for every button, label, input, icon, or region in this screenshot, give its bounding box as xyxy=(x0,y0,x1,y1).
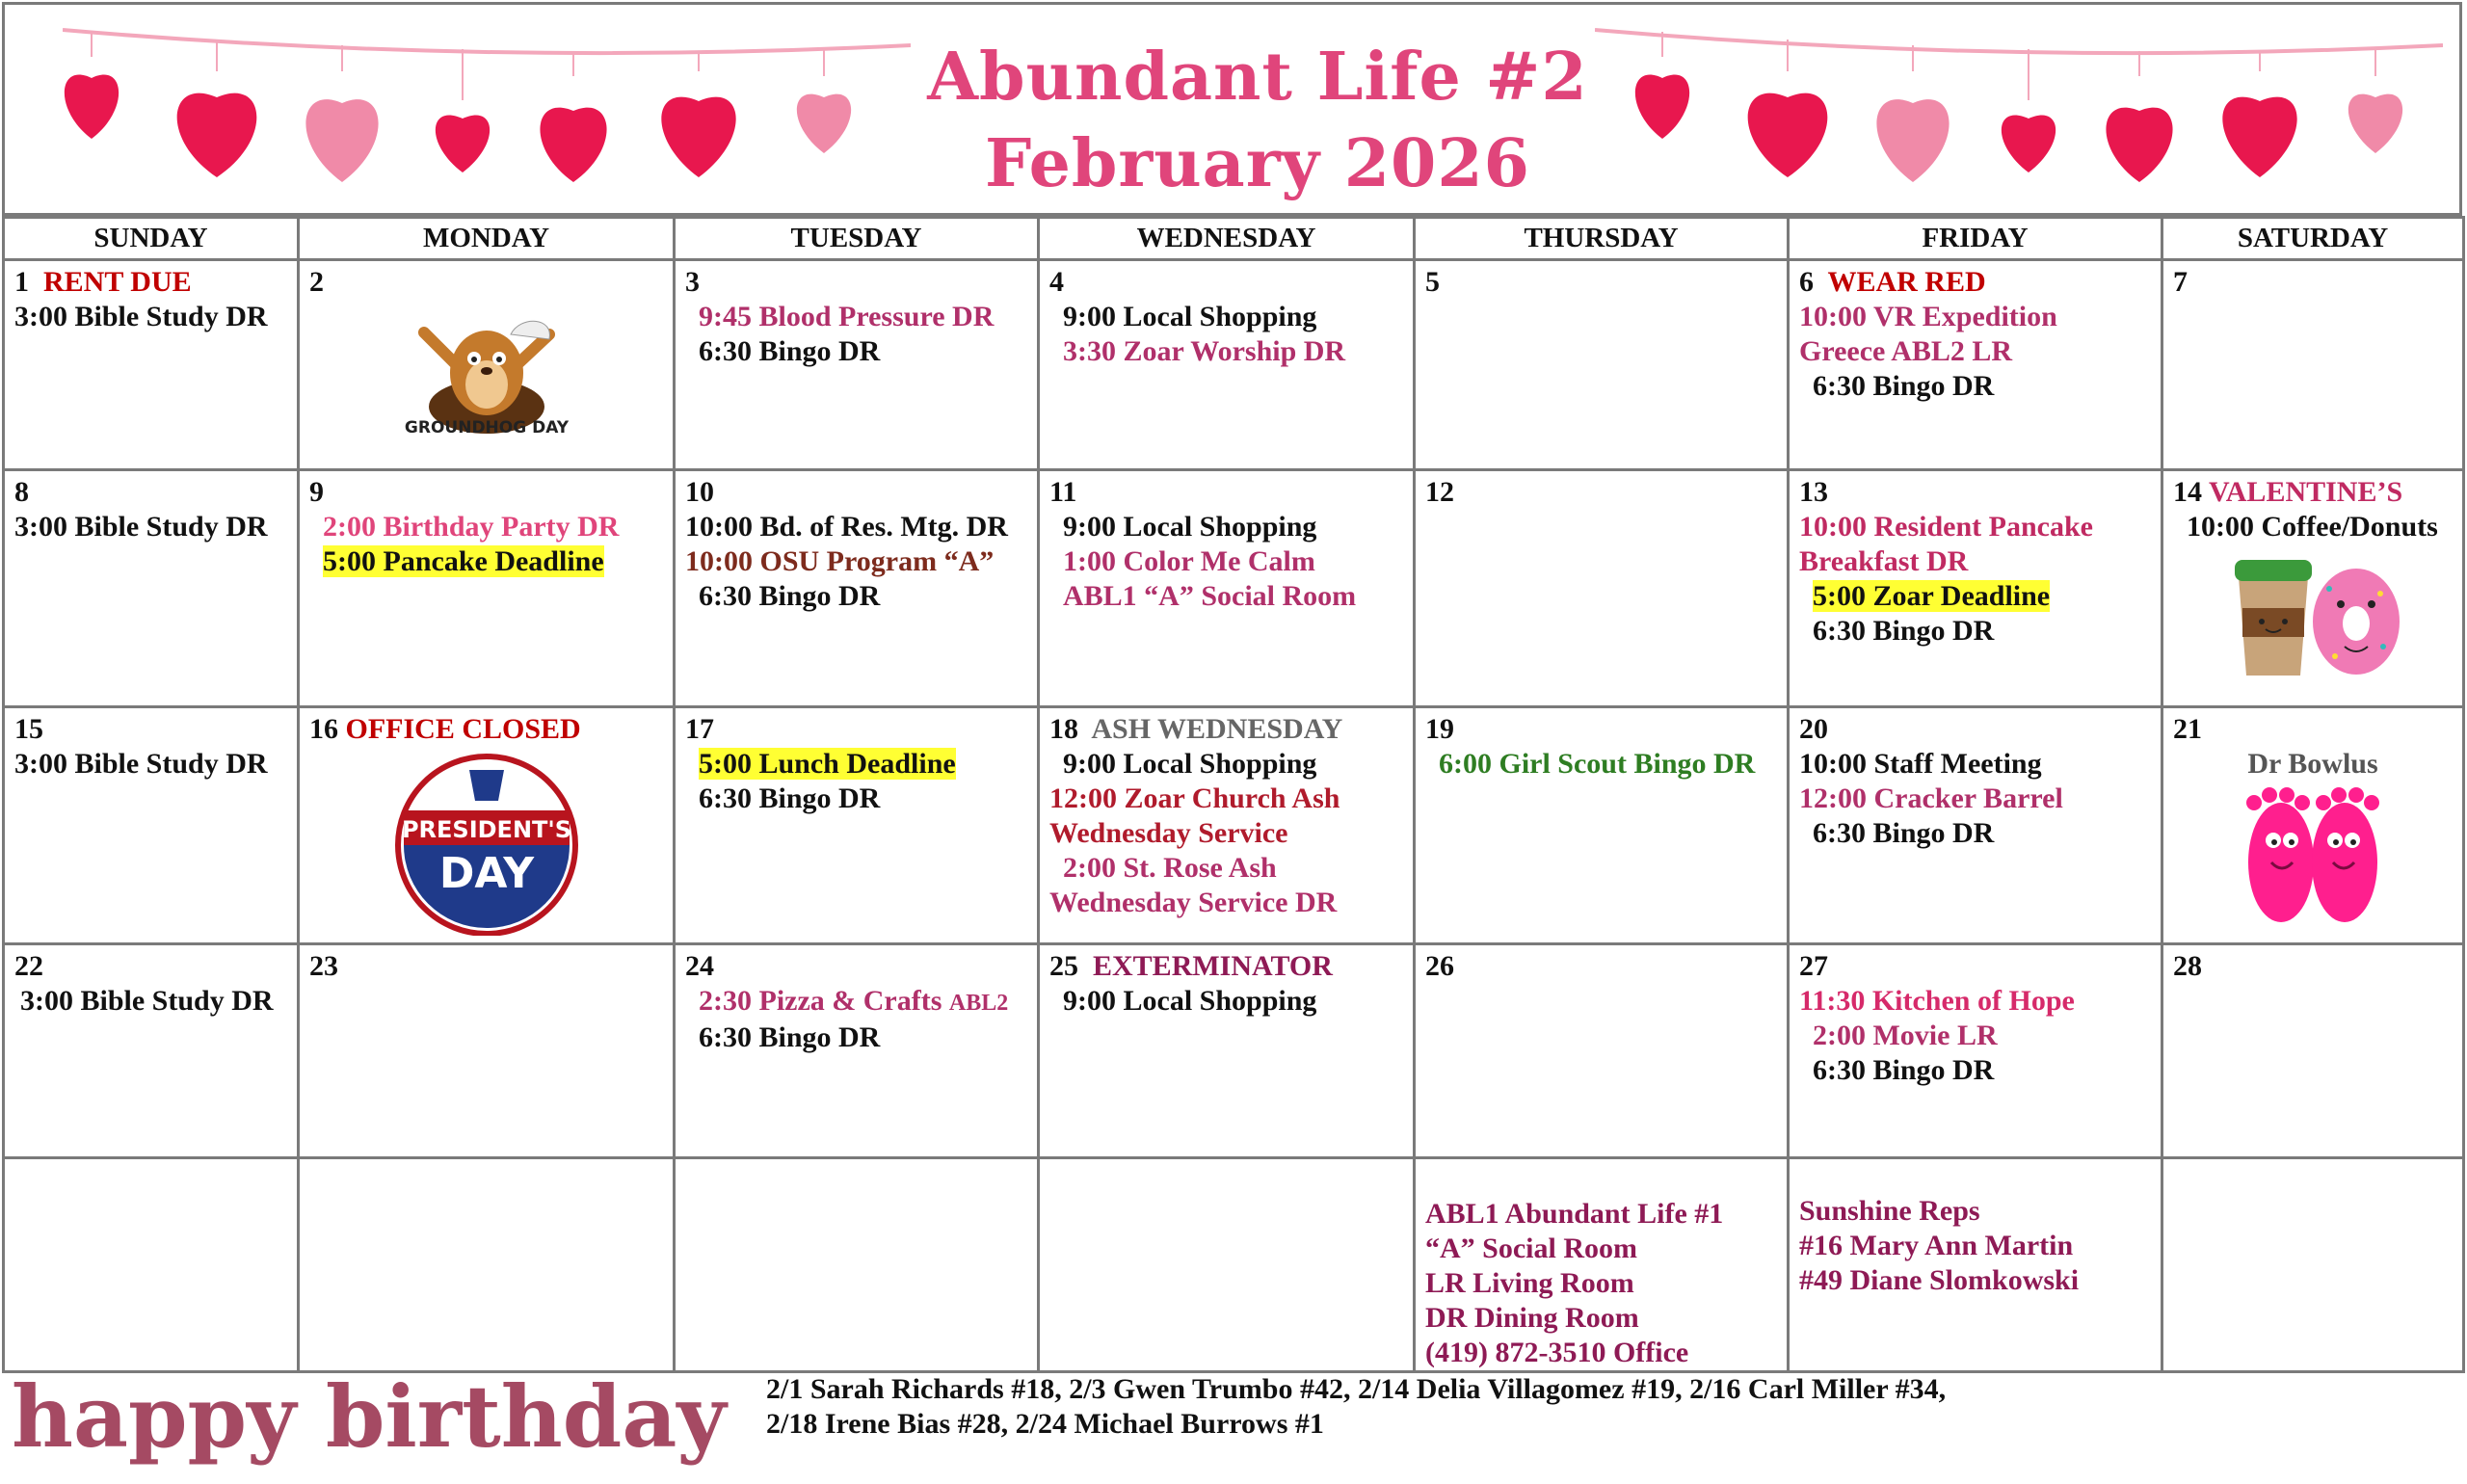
title-line-1: Abundant Life #2 xyxy=(927,39,1588,116)
event: 9:00 Local Shopping xyxy=(1063,301,1317,332)
event: 3:00 Bible Study DR xyxy=(14,748,268,780)
day-cell-10 xyxy=(675,470,1039,707)
day-cell-7 xyxy=(2162,260,2464,470)
day-cell-28 xyxy=(2162,944,2464,1158)
event-highlighted: 5:00 Zoar Deadline xyxy=(1813,580,2051,612)
day-cell-4 xyxy=(1039,260,1415,470)
week-row-3 xyxy=(4,707,2464,944)
presidents-day-label-2: DAY xyxy=(438,849,534,898)
event: 9:45 Blood Pressure DR xyxy=(699,301,995,332)
day-cell-5 xyxy=(1415,260,1789,470)
empty-cell xyxy=(299,1158,675,1372)
event: 1:00 Color Me Calm xyxy=(1063,545,1315,577)
event: 9:00 Local Shopping xyxy=(1063,985,1317,1017)
heart-garland-right-icon xyxy=(1595,18,2443,201)
day-cell-11 xyxy=(1039,470,1415,707)
event: 6:30 Bingo DR xyxy=(699,782,881,814)
weekday-saturday: SATURDAY xyxy=(2162,218,2464,260)
day-cell-9 xyxy=(299,470,675,707)
day-number: 1 xyxy=(14,266,29,298)
day-number: 28 xyxy=(2173,950,2202,982)
event: 6:30 Bingo DR xyxy=(1813,817,1995,849)
event-highlighted: 5:00 Lunch Deadline xyxy=(699,748,956,780)
day-number: 10 xyxy=(685,476,714,508)
event: ABL1 “A” Social Room xyxy=(1063,580,1357,612)
day-number: 24 xyxy=(685,950,714,982)
week-row-2 xyxy=(4,470,2464,707)
day-number: 2 xyxy=(309,266,324,298)
day-cell-1 xyxy=(4,260,299,470)
day-cell-20 xyxy=(1789,707,2162,944)
event: 10:00 Bd. of Res. Mtg. DR xyxy=(685,511,1008,543)
presidents-day-badge xyxy=(390,753,583,936)
event: 2:30 Pizza & Crafts xyxy=(699,985,942,1017)
day-number: 4 xyxy=(1049,266,1064,298)
birthday-line-2: 2/18 Irene Bias #28, 2/24 Michael Burrows #1 xyxy=(766,1408,1324,1440)
event: 11:30 Kitchen of Hope xyxy=(1799,985,2075,1017)
day-tag: WEAR RED xyxy=(1827,266,1986,298)
day-tag: OFFICE CLOSED xyxy=(345,713,581,745)
sunshine-cell xyxy=(1789,1158,2162,1372)
day-number: 15 xyxy=(14,713,43,745)
event: 10:00 VR Expedition xyxy=(1799,301,2057,332)
day-cell-23 xyxy=(299,944,675,1158)
event: 9:00 Local Shopping xyxy=(1063,511,1317,543)
weekday-friday: FRIDAY xyxy=(1789,218,2162,260)
day-cell-8 xyxy=(4,470,299,707)
weekday-monday: MONDAY xyxy=(299,218,675,260)
legend-line: LR Living Room xyxy=(1425,1267,1634,1299)
day-cell-18 xyxy=(1039,707,1415,944)
event: Greece ABL2 LR xyxy=(1799,335,2013,367)
event: 10:00 Coffee/Donuts xyxy=(2187,511,2438,543)
event: 10:00 Resident Pancake xyxy=(1799,511,2093,543)
event: 9:00 Local Shopping xyxy=(1063,748,1317,780)
day-number: 27 xyxy=(1799,950,1828,982)
coffee-donut-icon xyxy=(2221,550,2404,685)
day-number: 25 xyxy=(1049,950,1078,982)
event: 10:00 OSU Program “A” xyxy=(685,545,995,577)
event-location: ABL2 xyxy=(948,991,1009,1016)
day-cell-24 xyxy=(675,944,1039,1158)
event: Wednesday Service xyxy=(1049,817,1288,849)
event: Wednesday Service DR xyxy=(1049,887,1338,918)
day-number: 22 xyxy=(14,950,43,982)
empty-cell xyxy=(4,1158,299,1372)
weekday-wednesday: WEDNESDAY xyxy=(1039,218,1415,260)
day-cell-12 xyxy=(1415,470,1789,707)
day-number: 16 xyxy=(309,713,338,745)
weekday-tuesday: TUESDAY xyxy=(675,218,1039,260)
day-tag: RENT DUE xyxy=(43,266,192,298)
empty-cell xyxy=(1039,1158,1415,1372)
calendar-grid xyxy=(2,216,2465,1373)
calendar-title xyxy=(853,34,1662,207)
day-number: 12 xyxy=(1425,476,1454,508)
day-number: 18 xyxy=(1049,713,1078,745)
week-row-4 xyxy=(4,944,2464,1158)
day-cell-26 xyxy=(1415,944,1789,1158)
day-number: 9 xyxy=(309,476,324,508)
event-highlighted: 5:00 Pancake Deadline xyxy=(323,545,604,577)
legend-line: ABL1 Abundant Life #1 xyxy=(1425,1198,1724,1230)
week-row-1 xyxy=(4,260,2464,470)
presidents-day-label-1: PRESIDENT'S xyxy=(401,816,571,843)
day-cell-2 xyxy=(299,260,675,470)
event: 6:30 Bingo DR xyxy=(699,1021,881,1053)
day-tag: VALENTINE’S xyxy=(2208,476,2403,508)
event: 3:00 Bible Study DR xyxy=(14,301,268,332)
event: 2:00 St. Rose Ash xyxy=(1063,852,1277,884)
event: 10:00 Staff Meeting xyxy=(1799,748,2042,780)
event: 12:00 Cracker Barrel xyxy=(1799,782,2063,814)
day-number: 17 xyxy=(685,713,714,745)
day-cell-15 xyxy=(4,707,299,944)
empty-cell xyxy=(675,1158,1039,1372)
calendar-header xyxy=(2,2,2462,216)
day-number: 14 xyxy=(2173,476,2202,508)
event: 6:00 Girl Scout Bingo DR xyxy=(1439,748,1756,780)
day-number: 5 xyxy=(1425,266,1440,298)
birthday-list xyxy=(766,1372,1946,1442)
day-cell-27 xyxy=(1789,944,2162,1158)
event: 3:00 Bible Study DR xyxy=(20,985,274,1017)
day-cell-6 xyxy=(1789,260,2162,470)
day-number: 13 xyxy=(1799,476,1828,508)
day-number: 3 xyxy=(685,266,700,298)
legend-line: (419) 872-3510 Office xyxy=(1425,1337,1689,1368)
day-number: 6 xyxy=(1799,266,1814,298)
legend-line: “A” Social Room xyxy=(1425,1232,1637,1264)
event: 3:00 Bible Study DR xyxy=(14,511,268,543)
day-number: 21 xyxy=(2173,713,2202,745)
day-number: 19 xyxy=(1425,713,1454,745)
birthday-line-1: 2/1 Sarah Richards #18, 2/3 Gwen Trumbo #42, 2/14 Delia Villagomez #19, 2/16 Carl Miller #34, xyxy=(766,1373,1947,1405)
day-cell-19 xyxy=(1415,707,1789,944)
legend-cell xyxy=(1415,1158,1789,1372)
sunshine-line: #49 Diane Slomkowski xyxy=(1799,1264,2080,1296)
day-number: 11 xyxy=(1049,476,1077,508)
day-number: 7 xyxy=(2173,266,2188,298)
day-number: 20 xyxy=(1799,713,1828,745)
groundhog-label: GROUNDHOG DAY xyxy=(404,418,569,437)
event: 6:30 Bingo DR xyxy=(699,580,881,612)
event: 6:30 Bingo DR xyxy=(1813,370,1995,402)
day-tag: ASH WEDNESDAY xyxy=(1091,713,1343,745)
event: 3:30 Zoar Worship DR xyxy=(1063,335,1346,367)
event: 2:00 Birthday Party DR xyxy=(323,511,620,543)
pink-feet-icon xyxy=(2231,787,2395,932)
event: 6:30 Bingo DR xyxy=(699,335,881,367)
groundhog-icon xyxy=(395,305,578,440)
event: 6:30 Bingo DR xyxy=(1813,615,1995,647)
day-cell-3 xyxy=(675,260,1039,470)
day-tag: EXTERMINATOR xyxy=(1093,950,1333,982)
title-line-2: February 2026 xyxy=(985,125,1530,202)
weekday-thursday: THURSDAY xyxy=(1415,218,1789,260)
sunshine-line: Sunshine Reps xyxy=(1799,1195,1980,1227)
day-number: 23 xyxy=(309,950,338,982)
event: 6:30 Bingo DR xyxy=(1813,1054,1995,1086)
weekday-sunday: SUNDAY xyxy=(4,218,299,260)
day-cell-21 xyxy=(2162,707,2464,944)
day-number: 8 xyxy=(14,476,29,508)
event: 2:00 Movie LR xyxy=(1813,1020,1998,1051)
legend-line: DR Dining Room xyxy=(1425,1302,1639,1334)
heart-garland-left-icon xyxy=(63,18,911,201)
day-cell-14 xyxy=(2162,470,2464,707)
empty-cell xyxy=(2162,1158,2464,1372)
weekday-header-row xyxy=(4,218,2464,260)
day-cell-25 xyxy=(1039,944,1415,1158)
event: Breakfast DR xyxy=(1799,545,1969,577)
event: 12:00 Zoar Church Ash xyxy=(1049,782,1340,814)
happy-birthday-heading: happy birthday xyxy=(12,1366,727,1467)
day-cell-22 xyxy=(4,944,299,1158)
day-number: 26 xyxy=(1425,950,1454,982)
sunshine-line: #16 Mary Ann Martin xyxy=(1799,1230,2074,1261)
event: Dr Bowlus xyxy=(2247,748,2378,780)
day-cell-17 xyxy=(675,707,1039,944)
day-cell-16 xyxy=(299,707,675,944)
info-row xyxy=(4,1158,2464,1372)
day-cell-13 xyxy=(1789,470,2162,707)
